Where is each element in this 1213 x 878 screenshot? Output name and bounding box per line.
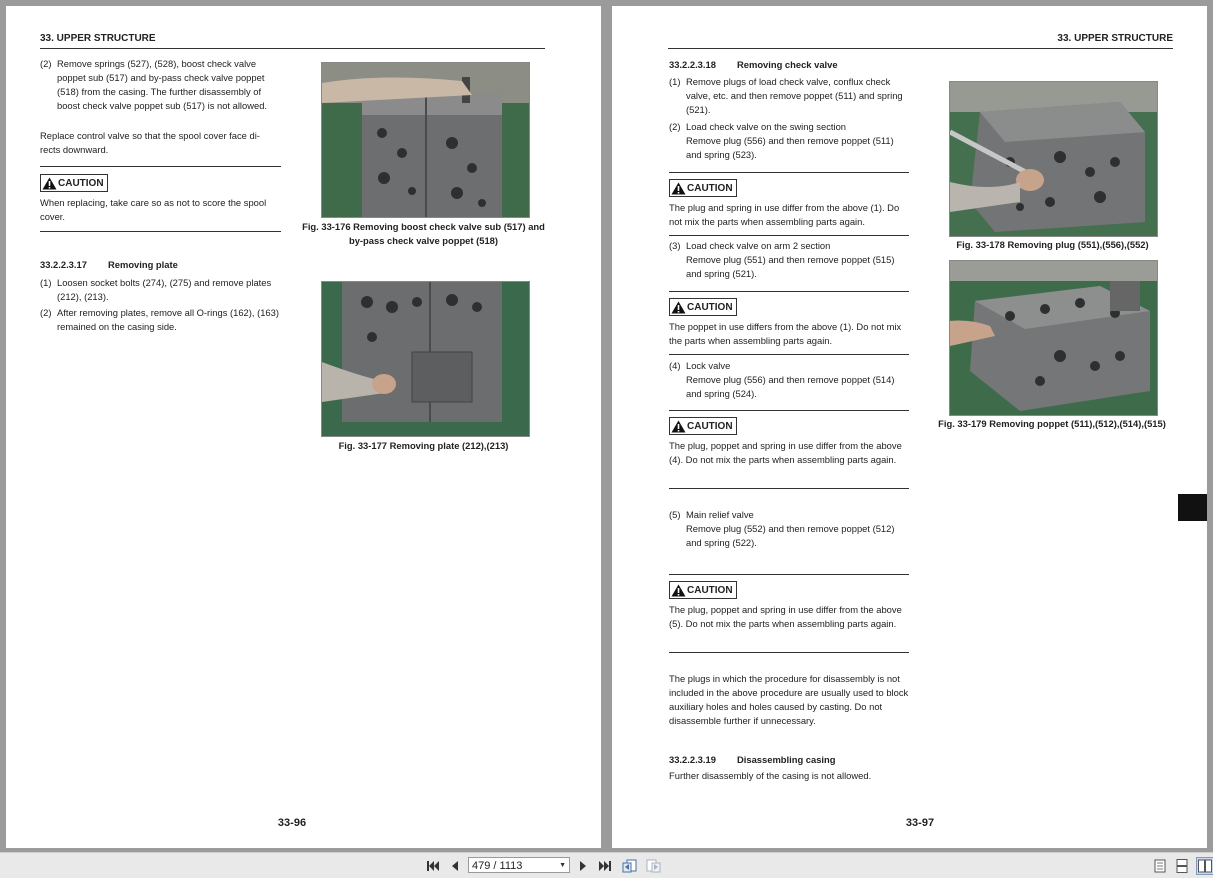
- caution-badge: [669, 581, 737, 599]
- step-number: (2): [40, 307, 52, 318]
- chevron-down-icon[interactable]: ▼: [559, 862, 566, 869]
- forward-view-icon[interactable]: [645, 858, 661, 874]
- viewer-toolbar: [0, 852, 1213, 878]
- step-number: (3): [669, 240, 681, 251]
- figure-179-caption: Fig. 33-179 Removing poppet (511),(512),(514),(515): [938, 418, 1166, 429]
- caution-badge: [669, 298, 737, 316]
- warning-icon: [671, 584, 686, 597]
- step-title: Load check valve on the swing section: [686, 121, 846, 132]
- first-page-icon[interactable]: [426, 858, 440, 874]
- step-number: (2): [40, 58, 52, 69]
- step-item: [669, 120, 910, 162]
- step-text: Remove plug (556) and then remove poppet (514) and spring (524).: [686, 374, 895, 399]
- page-header-title: 33. UPPER STRUCTURE: [40, 33, 156, 44]
- right-page: [612, 6, 1207, 848]
- caution-rule-bottom: [669, 235, 909, 236]
- section-title: Disassembling casing: [737, 754, 836, 765]
- step-item: [40, 276, 286, 304]
- step-title: Main relief valve: [686, 509, 754, 520]
- figure-176-photo: [321, 62, 530, 218]
- header-rule: [40, 48, 545, 49]
- figure-179-photo: [949, 260, 1158, 416]
- section-number: 33.2.2.3.17: [40, 259, 87, 270]
- continuous-page-icon[interactable]: [1175, 858, 1189, 874]
- replace-note: Replace control valve so that the spool cover face di-rects downward.: [40, 130, 260, 155]
- figure-177-caption: Fig. 33-177 Removing plate (212),(213): [338, 440, 509, 451]
- caution-badge: [669, 417, 737, 435]
- caution-text: The plug, poppet and spring in use differ from the above (4). Do not mix the parts when assembling parts again.: [669, 440, 902, 465]
- step-title: Lock valve: [686, 360, 731, 371]
- section-heading: [40, 259, 178, 270]
- caution-rule-top: [40, 166, 281, 167]
- warning-icon: [42, 177, 57, 190]
- step-item: [669, 239, 910, 281]
- page-number-field[interactable]: [468, 857, 570, 873]
- page-number-value: 479 / 1113: [472, 860, 523, 872]
- two-page-icon[interactable]: [1196, 857, 1213, 875]
- step-number: (1): [669, 76, 681, 87]
- back-view-icon[interactable]: [622, 858, 638, 874]
- section-heading: [669, 754, 835, 765]
- step-item: [669, 75, 910, 117]
- header-rule: [668, 48, 1173, 49]
- figure-176-caption: Fig. 33-176 Removing boost check valve sub (517) and by-pass check valve poppet (518): [302, 221, 545, 246]
- section-number: 33.2.2.3.18: [669, 59, 716, 70]
- caution-text: The plug, poppet and spring in use differ from the above (5). Do not mix the parts when assembling parts again.: [669, 604, 902, 629]
- figure-178-photo: [949, 81, 1158, 237]
- previous-page-icon[interactable]: [449, 858, 461, 874]
- step-title: Load check valve on arm 2 section: [686, 240, 831, 251]
- caution-text: The poppet in use differs from the above (1). Do not mix the parts when assembling parts again.: [669, 321, 902, 346]
- step-text: After removing plates, remove all O-rings (162), (163) remained on the casing side.: [57, 307, 279, 332]
- page-number: 33-97: [905, 817, 935, 829]
- warning-icon: [671, 420, 686, 433]
- caution-rule-bottom: [669, 354, 909, 355]
- step-item: [40, 57, 286, 113]
- warning-icon: [671, 301, 686, 314]
- caution-badge: [669, 179, 737, 197]
- section-tab-marker: [1178, 494, 1207, 521]
- section-number: 33.2.2.3.19: [669, 754, 716, 765]
- step-number: (2): [669, 121, 681, 132]
- caution-rule-bottom: [669, 488, 909, 489]
- warning-icon: [671, 182, 686, 195]
- caution-label: CAUTION: [687, 301, 733, 313]
- caution-rule-top: [669, 291, 909, 292]
- caution-rule-bottom: [669, 652, 909, 653]
- page-number: 33-96: [277, 817, 307, 829]
- caution-rule-top: [669, 574, 909, 575]
- section-title: Removing check valve: [737, 59, 838, 70]
- caution-rule-top: [669, 410, 909, 411]
- section-heading: [669, 59, 838, 70]
- next-page-icon[interactable]: [577, 858, 589, 874]
- step-item: [669, 359, 910, 401]
- caution-text: When replacing, take care so as not to score the spool cover.: [40, 197, 267, 222]
- left-page: [6, 6, 601, 848]
- step-text: Remove springs (527), (528), boost check valve poppet sub (517) and by-pass check valve poppet (518) from the casing. The further disassembly of boost check valve poppet sub (517) is not allowed.: [57, 58, 268, 111]
- caution-rule-top: [669, 172, 909, 173]
- step-text: Loosen socket bolts (274), (275) and remove plates (212), (213).: [57, 277, 272, 302]
- caution-badge: [40, 174, 108, 192]
- caution-rule-bottom: [40, 231, 281, 232]
- step-text: Remove plug (551) and then remove poppet (515) and spring (521).: [686, 254, 895, 279]
- step-text: Remove plugs of load check valve, conflux check valve, etc. and then remove poppet (511) and spring (521).: [686, 76, 903, 115]
- step-number: (1): [40, 277, 52, 288]
- step-number: (4): [669, 360, 681, 371]
- page-header-title: 33. UPPER STRUCTURE: [1057, 33, 1173, 44]
- last-page-icon[interactable]: [598, 858, 612, 874]
- single-page-icon[interactable]: [1153, 858, 1167, 874]
- caution-label: CAUTION: [687, 182, 733, 194]
- caution-text: The plug and spring in use differ from the above (1). Do not mix the parts when assembling parts again.: [669, 202, 900, 227]
- step-item: [669, 508, 910, 550]
- section-title: Removing plate: [108, 259, 178, 270]
- figure-177-photo: [321, 281, 530, 437]
- plugs-note: The plugs in which the procedure for disassembly is not included in the above procedure are usually used to block auxiliary holes and holes caused by casting. Do not disassemble further if unnecessary.: [669, 673, 909, 726]
- casing-note: Further disassembly of the casing is not allowed.: [669, 770, 872, 781]
- step-text: Remove plug (556) and then remove poppet (511) and spring (523).: [686, 135, 894, 160]
- step-number: (5): [669, 509, 681, 520]
- caution-label: CAUTION: [58, 177, 104, 189]
- caution-label: CAUTION: [687, 420, 733, 432]
- step-item: [40, 306, 286, 334]
- step-text: Remove plug (552) and then remove poppet (512) and spring (522).: [686, 523, 895, 548]
- caution-label: CAUTION: [687, 584, 733, 596]
- figure-178-caption: Fig. 33-178 Removing plug (551),(556),(552): [956, 239, 1149, 250]
